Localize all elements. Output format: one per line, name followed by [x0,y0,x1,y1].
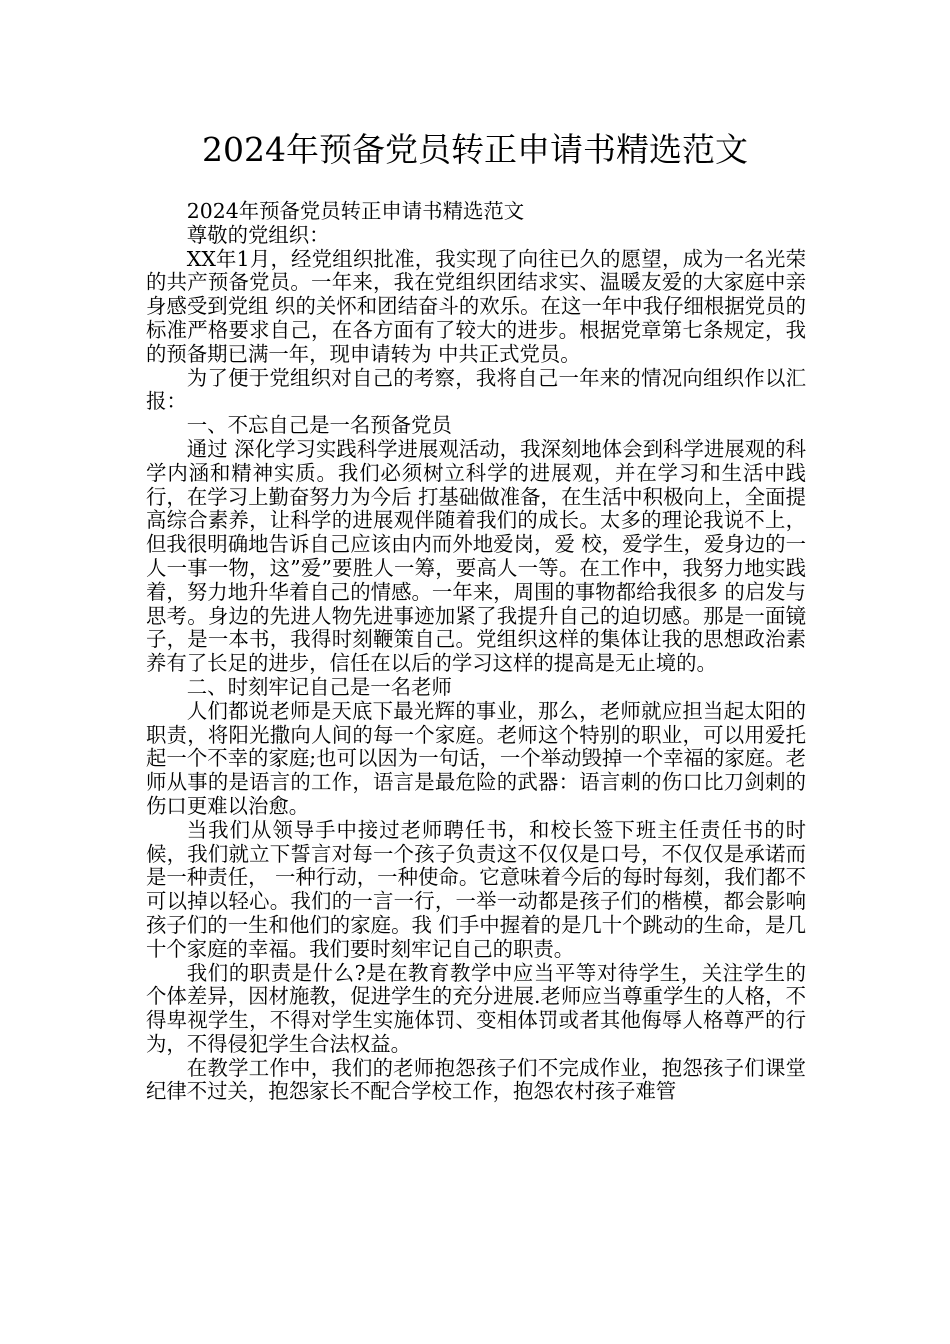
section-heading-2: 二、时刻牢记自己是一名老师 [186,674,452,699]
paragraph-intro: XX年1月，经党组织批准，我实现了向往已久的愿望，成为一名光荣的共产预备党员。一年来，我在党组织团结求实、温暖友爱的大家庭中亲身感受到党组 织的关怀和团结奋斗的欢乐。在这一年中我仔细根据党员的标准严格要求自己，在各方面有了较大的进步。根据党章第七条规定，我的预备期已满一年，现申请转为 中共正式党员。 [146,246,806,366]
document-body [146,200,806,1104]
subtitle-line: 2024年预备党员转正申请书精选范文 [186,199,525,223]
salutation: 尊敬的党组织： [186,222,330,247]
paragraph-report: 为了便于党组织对自己的考察，我将自己一年来的情况向组织作以汇报： [146,365,806,414]
paragraph-responsibility: 当我们从领导手中接过老师聘任书，和校长签下班主任责任书的时候，我们就立下誓言对每一个孩子负责这不仅仅是口号，不仅仅是承诺而是一种责任， 一种行动，一种使命。它意味着今后的每时每刻，我们都不可以掉以轻心。我们的一言一行，一举一动都是孩子们的楷模，都会影响孩子们的一生和他们的家庭。我 们手中握着的是几十个跳动的生命，是几十个家庭的幸福。我们要时刻牢记自己的职责。 [146,817,806,961]
section-heading-1: 一、不忘自己是一名预备党员 [186,413,452,438]
paragraph-duties: 我们的职责是什么?是在教育教学中应当平等对待学生，关注学生的个体差异，因材施教，促进学生的充分进展.老师应当尊重学生的人格，不得卑视学生，不得对学生实施体罚、变相体罚或者其他侮辱人格尊严的行为，不得侵犯学生合法权益。 [146,960,806,1056]
paragraph-teacher-role: 人们都说老师是天底下最光辉的事业，那么，老师就应担当起太阳的职责，将阳光撒向人间的每一个家庭。老师这个特别的职业，可以用爱托起一个不幸的家庭;也可以因为一句话，一个举动毁掉一个幸福的家庭。老师从事的是语言的工作，语言是最危险的武器：语言刺的伤口比刀剑刺的伤口更难以治愈。 [146,698,806,818]
document-title: 2024年预备党员转正申请书精选范文 [202,130,748,169]
paragraph-section-1: 通过 深化学习实践科学进展观活动，我深刻地体会到科学进展观的科学内涵和精神实质。我们必须树立科学的进展观，并在学习和生活中践行，在学习上勤奋努力为今后 打基础做准备，在生活中积极向上，全面提高综合素养，让科学的进展观伴随着我们的成长。太多的理论我说不上，但我很明确地告诉自己应该由内而外地爱岗，爱 校，爱学生，爱身边的一人一事一物，这”爱”要胜人一筹，要高人一等。在工作中，我努力地实践着，努力地升华着自己的情感。一年来，周围的事物都给我很多 的启发与思考。身边的先进人物先进事迹加紧了我提升自己的迫切感。那是一面镜子，是一本书，我得时刻鞭策自己。党组织这样的集体让我的思想政治素养有了长足的进步，信任在以后的学习这样的提高是无止境的。 [146,436,806,676]
paragraph-teaching-work: 在教学工作中，我们的老师抱怨孩子们不完成作业，抱怨孩子们课堂纪律不过关，抱怨家长不配合学校工作，抱怨农村孩子难管 [146,1055,806,1104]
